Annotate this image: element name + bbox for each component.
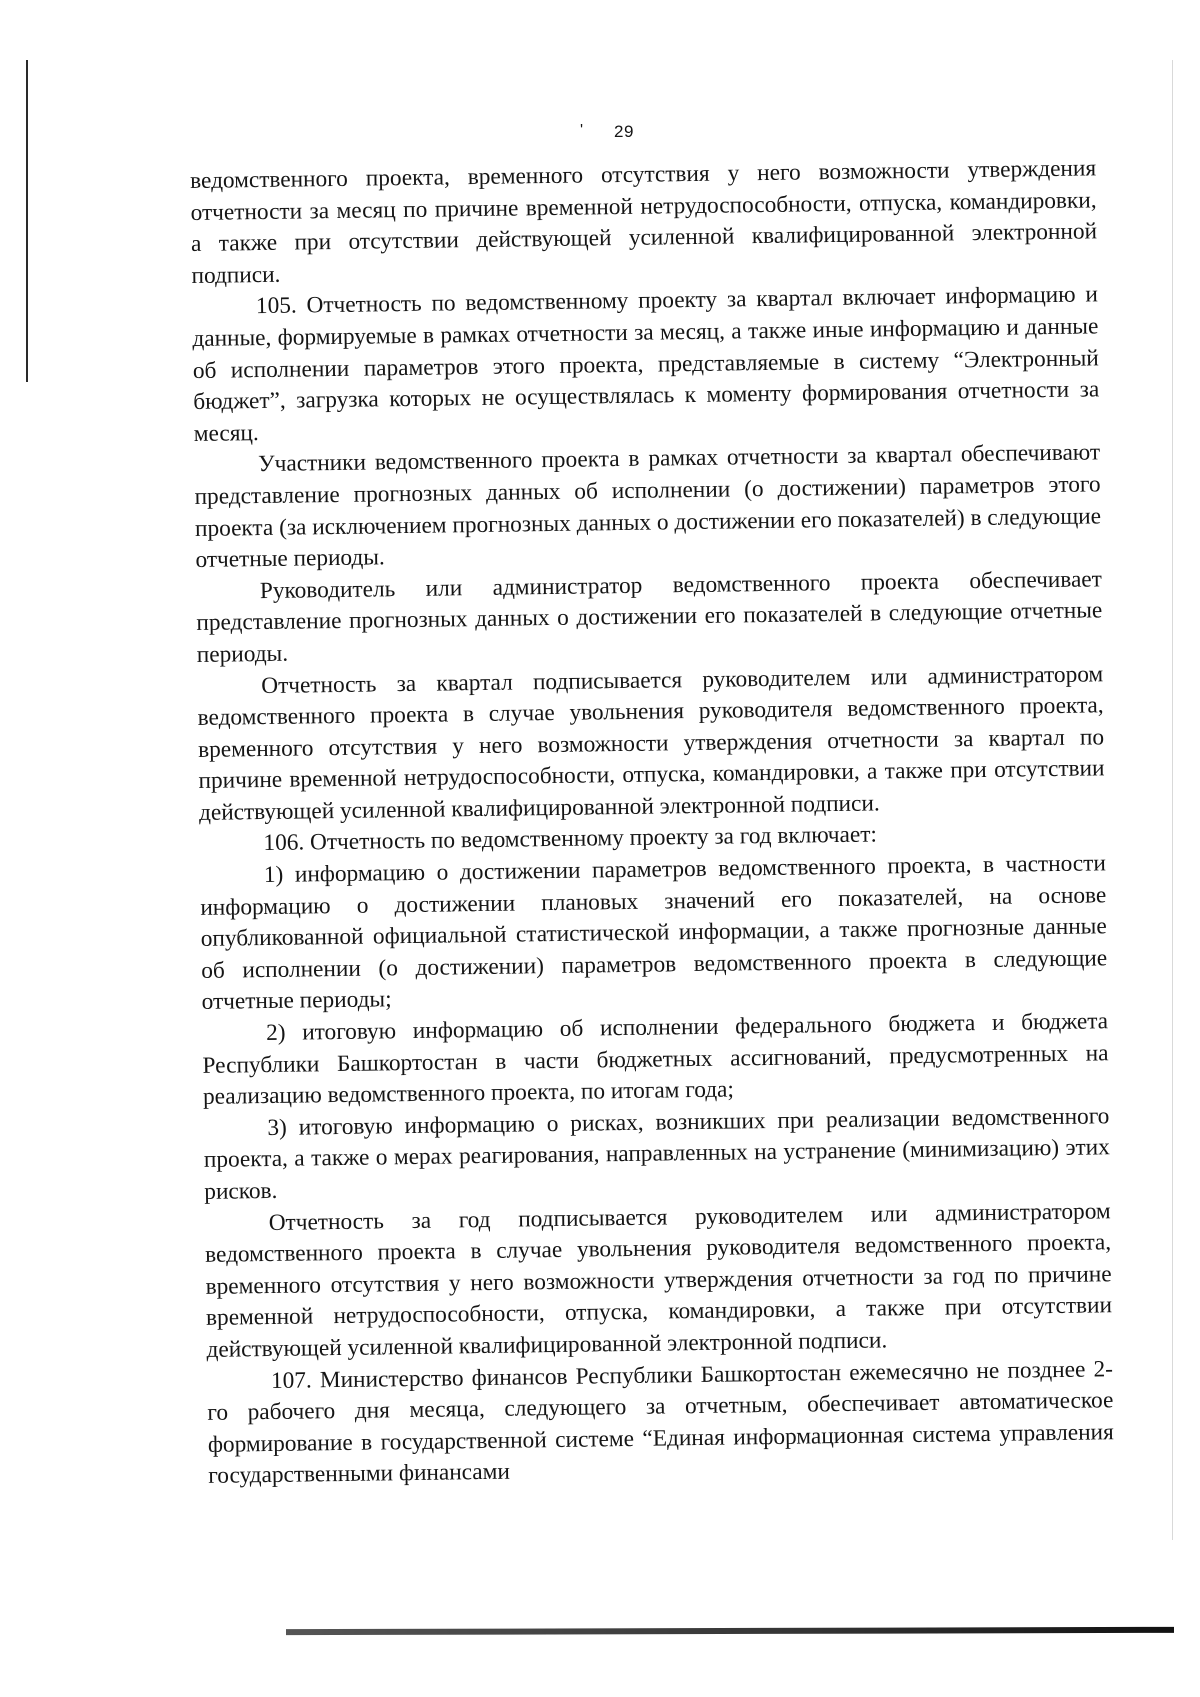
paragraph-107: 107. Министерство финансов Республики Башкортостан ежемесячно не позднее 2-го рабочего дня месяца, следующего за отчетным, обеспечивает автоматическое формирование в государственной системе “Единая информационная система управления государственными финансами (207, 1355, 1114, 1490)
page-number: ' 29 (0, 122, 1200, 142)
paragraph-year-signing: Отчетность за год подписывается руководителем или администратором ведомственного проекта в случае увольнения руководителя ведомственного проекта, временного отсутствия у него возможности утверждения отчетности за год по причине временной нетрудоспособности, отпуска, командировки, а также при отсутствии действующей усиленной квалифицированной электронной подписи. (205, 1197, 1113, 1363)
paragraph-continuation: ведомственного проекта, временного отсутствия у него возможности утверждения отчетности за месяц по причине временной нетрудоспособности, отпуска, командировки, а также при отсутствии действующей усиленной квалифицированной электронной подписи. (190, 155, 1098, 289)
list-item-1: 1) информацию о достижении параметров ведомственного проекта, в частности информацию о достижении плановых значений его показателей, на основе опубликованной официальной статистической информации, а также прогнозные данные об исполнении (о достижении) параметров ведомственного проекта в следующие отчетные периоды; (200, 850, 1108, 1016)
paragraph-105: 105. Отчетность по ведомственному проекту за квартал включает информацию и данные, формируемые в рамках отчетности за месяц, а также иные информацию и данные об исполнении параметров этого проекта, представляемые в систему “Электронный бюджет”, загрузка которых не осуществлялась к моменту формирования отчетности за месяц. (192, 281, 1100, 447)
paragraph-manager-forecast: Руководитель или администратор ведомственного проекта обеспечивает представление прогнозных данных о достижении его показателей в следующие отчетные периоды. (196, 566, 1103, 668)
bottom-scan-rule (286, 1627, 1174, 1635)
scan-edge-line (1172, 60, 1173, 1540)
list-item-3: 3) итоговую информацию о рисках, возникших при реализации ведомственного проекта, а также о мерах реагирования, направленных на устранение (минимизацию) этих рисков. (203, 1103, 1110, 1205)
paragraph-106: 106. Отчетность по ведомственному проекту за год включает: (263, 821, 878, 857)
paragraph-participants-quarter: Участники ведомственного проекта в рамках отчетности за квартал обеспечивают представление прогнозных данных об исполнении (о достижении) параметров этого проекта (за исключением прогнозных данных о достижении его показателей) в следующие отчетные периоды. (194, 439, 1102, 574)
document-body (190, 153, 1114, 1492)
paragraph-quarter-signing: Отчетность за квартал подписывается руководителем или администратором ведомственного проекта в случае увольнения руководителя ведомственного проекта, временного отсутствия у него возможности утверждения отчетности за квартал по причине временной нетрудоспособности, отпуска, командировки, а также при отсутствии действующей усиленной квалифицированной электронной подписи. (197, 660, 1105, 826)
list-item-2: 2) итоговую информацию об исполнении федерального бюджета и бюджета Республики Башкортостан в части бюджетных ассигнований, предусмотренных на реализацию ведомственного проекта, по итогам года; (202, 1008, 1109, 1111)
binding-edge-line (26, 60, 28, 382)
